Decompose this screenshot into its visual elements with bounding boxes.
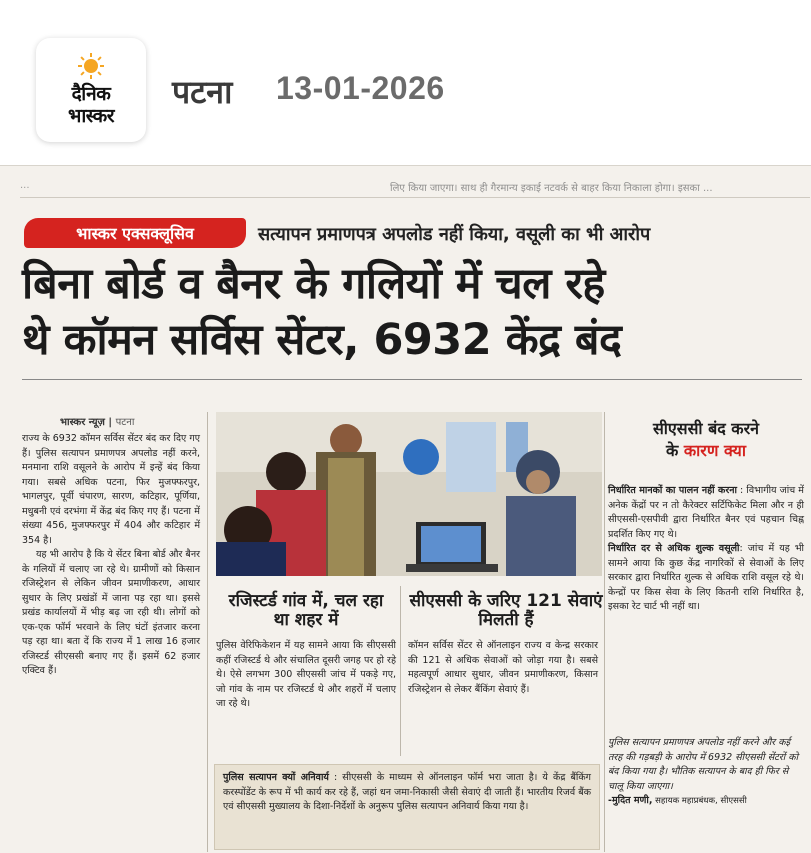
reasons-box-heading: [612, 418, 800, 462]
reasons-text: [608, 484, 804, 615]
kicker-line: सत्यापन प्रमाणपत्र अपलोड नहीं किया, वसूली का भी आरोप: [258, 224, 651, 245]
news-photo: [216, 412, 602, 576]
reasons-heading-red: कारण क्या: [683, 441, 746, 460]
headline-line-1: बिना बोर्ड व बैनर के गलियों में चल रहे: [22, 259, 605, 309]
headline-divider: [22, 379, 802, 380]
column-divider-mid: [400, 586, 401, 756]
exclusive-tag: भास्कर एक्सक्लूसिव: [24, 218, 246, 248]
reasons-heading-ke: के: [666, 441, 684, 460]
police-verification-note: [214, 764, 600, 850]
headline: [22, 256, 802, 368]
column-divider-left: [207, 412, 208, 852]
reason-1-text: : विभागीय जांच में अनेक केंद्रों पर न तो कैरेक्टर सर्टिफिकेट मिला और न ही सीएससी-एसपीवी द्वारा निर्धारित बैनर एवं पहचान चिह्न प्रदर्शित किए गए थे।: [608, 485, 804, 540]
edition-city: पटना: [172, 73, 233, 111]
logo-line-1: दैनिक: [71, 83, 111, 105]
sun-icon: [78, 53, 104, 79]
subhead-121-services: सीएससी के जरिए 121 सेवाएं मिलती हैं: [409, 591, 603, 630]
photo-illustration: [216, 412, 602, 576]
note-text: : सीएससी के माध्यम से ऑनलाइन फॉर्म भरा जाता है। ये केंद्र बैंकिंग करस्पोंडेंट के रूप में भी कार्य कर रहे हैं, जहां धन जमा-निकासी जैसी सेवाएं दी जाती हैं। भारतीय रिजर्व बैंक एवं सीएससी मुख्यालय के दिशा-निर्देशों के अनुरूप पुलिस सत्यापन अनिवार्य किया गया है।: [223, 772, 591, 812]
byline-source: भास्कर न्यूज़: [60, 417, 105, 428]
byline-city: पटना: [115, 417, 135, 428]
note-heading: पुलिस सत्यापन क्यों अनिवार्य: [223, 772, 329, 783]
reasons-heading-line-1: सीएससी बंद करने: [652, 419, 760, 438]
official-quote: [608, 736, 804, 809]
left-paragraph-2: यह भी आरोप है कि ये सेंटर बिना बोर्ड और बैनर के गलियों में चलाए जा रहे थे। ग्रामीणों को किसान रजिस्ट्रेशन से लेकिन जीवन प्रमाणीकरण, आधार सुधार के लिए प्रखंडों में जाना पड़ रहा था। इससे प्रखंड कार्यालयों में भीड़ बढ़ जा रही थी। लोगों को एक-एक फॉर्म भरवाने के लिए घंटों इंतजार करना पड़ रहा था। बता दें कि राज्य में 1 लाख 16 हजार रजिस्टर्ड सीएससी बनाए गए हैं। इसमें 62 हजार एक्टिव हैं।: [22, 549, 200, 676]
logo-line-2: भास्कर: [67, 105, 115, 127]
byline: भास्कर न्यूज़ | पटना: [60, 417, 135, 428]
quote-text: पुलिस सत्यापन प्रमाणपत्र अपलोड नहीं करने और कई तरह की गड़बड़ी के आरोप में 6932 सीएससी सेंटरों को बंद किया गया है। भौतिक सत्यापन के बाद ही फिर से चालू किया जाएगा।: [608, 737, 799, 792]
prev-strip-right: लिए किया जाएगा। साथ ही गैरमान्य इकाई नटवर्क से बाहर किया निकाला होगा। इसका ...: [390, 183, 713, 194]
left-column: [22, 432, 200, 679]
reason-2-heading: निर्धारित दर से अधिक शुल्क वसूली: [608, 543, 740, 554]
reason-2-text: : जांच में यह भी सामने आया कि कुछ केंद्र नागरिकों से सेवाओं के लिए सरकार द्वारा निर्धारित शुल्क से अधिक राशि वसूल रहे थे। केन्द्रों पर किस सेवा के लिए कितनी राशि निर्धारित है, इसका रेट चार्ट भी नहीं था।: [608, 543, 804, 612]
middle-text-1: पुलिस वेरिफिकेशन में यह सामने आया कि सीएससी कहीं रजिस्टर्ड थे और संचालित दूसरी जगह पर हो रहे थे। ऐसे लगभग 300 सीएससी जांच में पकड़े गए, जो गांव के नाम पर रजिस्टर्ड थे और शहरों में चलाए जा रहे थे।: [216, 640, 396, 709]
quote-name: -मुदित मणी,: [608, 795, 653, 806]
column-divider-right: [604, 412, 605, 852]
dainik-bhaskar-logo[interactable]: [36, 38, 146, 142]
previous-article-strip: [20, 172, 810, 198]
prev-strip-left: ...: [20, 180, 30, 191]
left-paragraph-1: राज्य के 6932 कॉमन सर्विस सेंटर बंद कर दिए गए हैं। पुलिस सत्यापन प्रमाणपत्र अपलोड नहीं करने, मनमाना राशि वसूलने के आरोप में इन्हें बंद किया गया। सबसे अधिक पटना, फिर मुजफ्फरपुर, भागलपुर, पूर्वी चंपारण, सारण, कटिहार, पूर्णिया, मधुबनी एवं दरभंगा में केंद्र बंद किए गए हैं। पटना में संख्या 456, मुजफ्फरपुर में 404 और कटिहार में 354 है।: [22, 433, 200, 546]
newspaper-clipping[interactable]: [0, 165, 811, 853]
headline-line-2: थे कॉमन सर्विस सेंटर, 6932 केंद्र बंद: [22, 315, 622, 365]
middle-text-2: कॉमन सर्विस सेंटर से ऑनलाइन राज्य व केन्द्र सरकार की 121 से अधिक सेवाओं को जोड़ा गया है। सबसे महत्वपूर्ण आधार सुधार, जीवन प्रमाणीकरण, किसान रजिस्ट्रेशन से लेकर बैंकिंग सेवाएं हैं।: [408, 640, 598, 695]
top-bar: [0, 0, 811, 165]
quote-signature: [608, 794, 804, 809]
reason-1-heading: निर्धारित मानकों का पालन नहीं करना: [608, 485, 737, 496]
quote-role: सहायक महाप्रबंधक, सीएससी: [652, 796, 747, 806]
edition-date: 13-01-2026: [276, 70, 445, 106]
subhead-registered-village: रजिस्टर्ड गांव में, चल रहा था शहर में: [228, 591, 384, 630]
